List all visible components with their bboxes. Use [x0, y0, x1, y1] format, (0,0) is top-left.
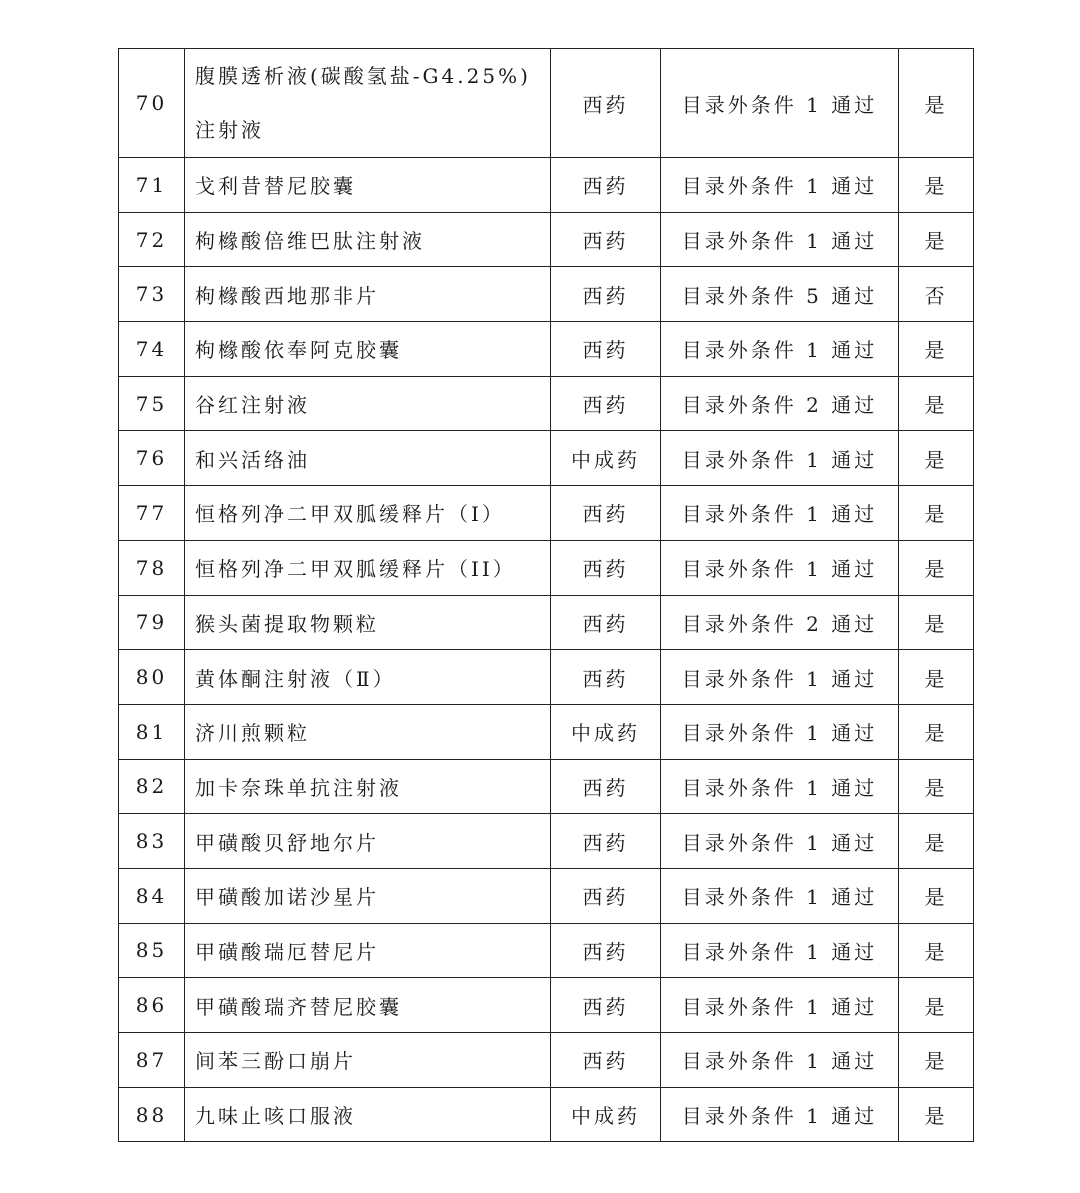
table-row [119, 868, 974, 923]
drug-name: 甲磺酸加诺沙星片 [185, 868, 551, 923]
review-condition: 目录外条件 1 通过 [661, 814, 899, 869]
drug-name: 恒格列净二甲双胍缓释片（II） [185, 540, 551, 595]
drug-type: 西药 [551, 595, 661, 650]
drug-type: 中成药 [551, 1087, 661, 1142]
row-number: 83 [119, 814, 185, 869]
drug-type: 西药 [551, 868, 661, 923]
review-result: 是 [899, 376, 974, 431]
drug-type: 西药 [551, 650, 661, 705]
review-condition: 目录外条件 1 通过 [661, 1033, 899, 1088]
table-row [119, 158, 974, 213]
table-row [119, 704, 974, 759]
review-result: 是 [899, 540, 974, 595]
review-condition: 目录外条件 1 通过 [661, 212, 899, 267]
table-row [119, 1087, 974, 1142]
drug-name: 间苯三酚口崩片 [185, 1033, 551, 1088]
drug-name: 加卡奈珠单抗注射液 [185, 759, 551, 814]
drug-type: 西药 [551, 322, 661, 377]
drug-name: 枸橼酸西地那非片 [185, 267, 551, 322]
table-row [119, 595, 974, 650]
review-result: 是 [899, 923, 974, 978]
table-row [119, 540, 974, 595]
drug-name: 甲磺酸瑞厄替尼片 [185, 923, 551, 978]
drug-name: 济川煎颗粒 [185, 704, 551, 759]
drug-type: 西药 [551, 486, 661, 541]
review-condition: 目录外条件 1 通过 [661, 704, 899, 759]
review-result: 是 [899, 49, 974, 158]
row-number: 79 [119, 595, 185, 650]
review-result: 是 [899, 814, 974, 869]
table-row [119, 1033, 974, 1088]
review-result: 是 [899, 431, 974, 486]
drug-name: 恒格列净二甲双胍缓释片（I） [185, 486, 551, 541]
review-condition: 目录外条件 1 通过 [661, 49, 899, 158]
table-row [119, 759, 974, 814]
review-result: 是 [899, 486, 974, 541]
review-condition: 目录外条件 1 通过 [661, 486, 899, 541]
review-condition: 目录外条件 2 通过 [661, 595, 899, 650]
row-number: 84 [119, 868, 185, 923]
review-result: 是 [899, 212, 974, 267]
row-number: 71 [119, 158, 185, 213]
row-number: 72 [119, 212, 185, 267]
review-result: 是 [899, 322, 974, 377]
review-result: 否 [899, 267, 974, 322]
table-row [119, 814, 974, 869]
table-row [119, 267, 974, 322]
drug-type: 西药 [551, 158, 661, 213]
table-row [119, 322, 974, 377]
review-condition: 目录外条件 1 通过 [661, 540, 899, 595]
drug-type: 西药 [551, 1033, 661, 1088]
review-result: 是 [899, 1033, 974, 1088]
drug-name: 枸橼酸依奉阿克胶囊 [185, 322, 551, 377]
table-row [119, 212, 974, 267]
row-number: 77 [119, 486, 185, 541]
drug-type: 西药 [551, 376, 661, 431]
table-row [119, 923, 974, 978]
drug-type: 西药 [551, 540, 661, 595]
drug-review-table [118, 48, 974, 1142]
table-row [119, 431, 974, 486]
review-condition: 目录外条件 5 通过 [661, 267, 899, 322]
drug-name: 和兴活络油 [185, 431, 551, 486]
review-result: 是 [899, 1087, 974, 1142]
table-row [119, 650, 974, 705]
drug-name: 甲磺酸贝舒地尔片 [185, 814, 551, 869]
row-number: 81 [119, 704, 185, 759]
drug-type: 西药 [551, 49, 661, 158]
row-number: 86 [119, 978, 185, 1033]
row-number: 73 [119, 267, 185, 322]
row-number: 78 [119, 540, 185, 595]
review-condition: 目录外条件 1 通过 [661, 650, 899, 705]
row-number: 85 [119, 923, 185, 978]
table-row [119, 486, 974, 541]
drug-name: 黄体酮注射液（Ⅱ） [185, 650, 551, 705]
table-row [119, 49, 974, 158]
row-number: 70 [119, 49, 185, 158]
row-number: 87 [119, 1033, 185, 1088]
drug-type: 西药 [551, 814, 661, 869]
review-result: 是 [899, 759, 974, 814]
drug-name: 猴头菌提取物颗粒 [185, 595, 551, 650]
table-body [119, 49, 974, 1142]
row-number: 80 [119, 650, 185, 705]
row-number: 88 [119, 1087, 185, 1142]
drug-name: 谷红注射液 [185, 376, 551, 431]
table-row [119, 978, 974, 1033]
drug-type: 西药 [551, 923, 661, 978]
row-number: 75 [119, 376, 185, 431]
review-condition: 目录外条件 1 通过 [661, 923, 899, 978]
table-row [119, 376, 974, 431]
review-condition: 目录外条件 2 通过 [661, 376, 899, 431]
row-number: 76 [119, 431, 185, 486]
drug-type: 中成药 [551, 704, 661, 759]
drug-name: 甲磺酸瑞齐替尼胶囊 [185, 978, 551, 1033]
row-number: 74 [119, 322, 185, 377]
row-number: 82 [119, 759, 185, 814]
review-condition: 目录外条件 1 通过 [661, 868, 899, 923]
drug-type: 西药 [551, 759, 661, 814]
review-result: 是 [899, 158, 974, 213]
drug-name: 九味止咳口服液 [185, 1087, 551, 1142]
review-condition: 目录外条件 1 通过 [661, 158, 899, 213]
drug-name: 腹膜透析液(碳酸氢盐-G4.25%)注射液 [185, 49, 551, 158]
review-condition: 目录外条件 1 通过 [661, 978, 899, 1033]
review-result: 是 [899, 704, 974, 759]
drug-type: 西药 [551, 212, 661, 267]
review-condition: 目录外条件 1 通过 [661, 1087, 899, 1142]
drug-type: 中成药 [551, 431, 661, 486]
drug-type: 西药 [551, 978, 661, 1033]
review-result: 是 [899, 978, 974, 1033]
drug-type: 西药 [551, 267, 661, 322]
review-condition: 目录外条件 1 通过 [661, 759, 899, 814]
drug-name: 枸橼酸倍维巴肽注射液 [185, 212, 551, 267]
review-result: 是 [899, 595, 974, 650]
review-condition: 目录外条件 1 通过 [661, 322, 899, 377]
review-result: 是 [899, 868, 974, 923]
review-condition: 目录外条件 1 通过 [661, 431, 899, 486]
drug-name: 戈利昔替尼胶囊 [185, 158, 551, 213]
review-result: 是 [899, 650, 974, 705]
